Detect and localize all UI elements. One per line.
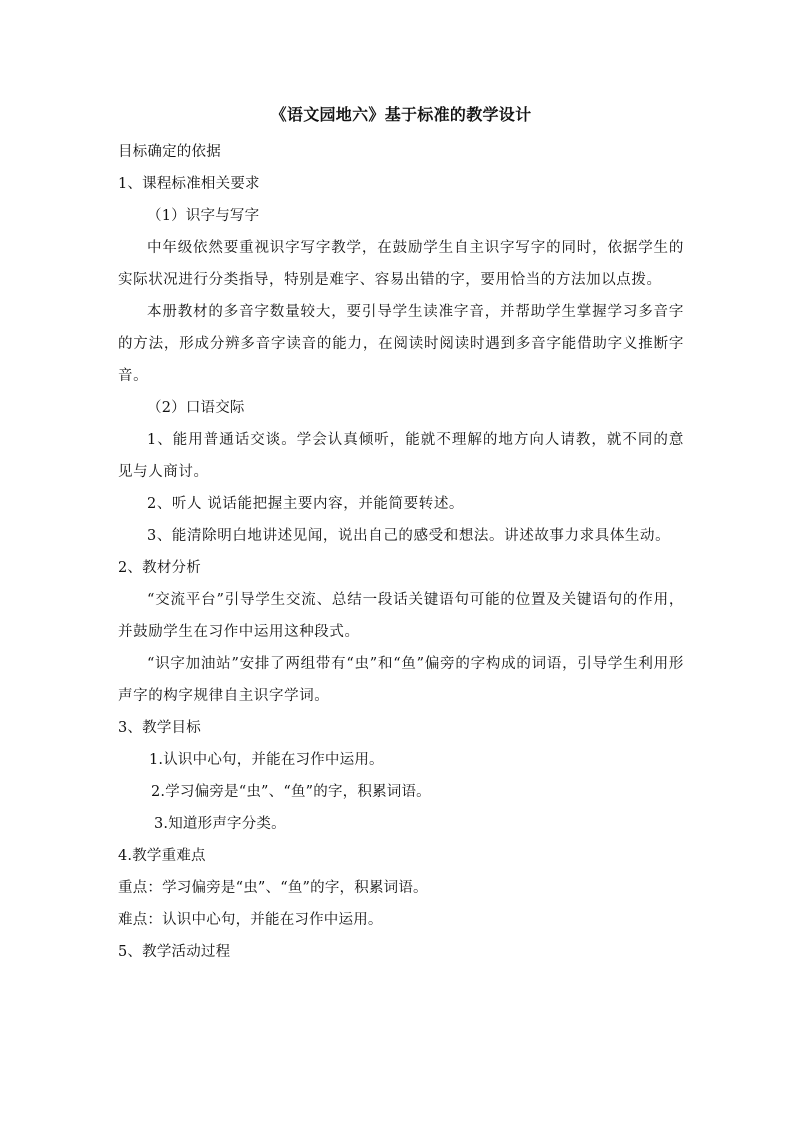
teaching-goal-1: 1.认识中心句，并能在习作中运用。: [149, 752, 384, 768]
section-2-heading: 2、教材分析: [118, 560, 201, 576]
oral-item-3: 3、能清除明白地讲述见闻，说出自己的感受和想法。讲述故事力求具体生动。: [147, 528, 671, 544]
oral-item-2: 2、听人 说话能把握主要内容，并能简要转述。: [147, 496, 465, 512]
material-paragraph-1: “交流平台”引导学生交流、总结一段话关键语句可能的位置及关键语句的作用，并鼓励学生在习作中运用这种段式。: [118, 592, 684, 640]
difficult-point: 难点：认识中心句，并能在习作中运用。: [118, 912, 383, 928]
literacy-paragraph-1: 中年级依然要重视识字写字教学，在鼓励学生自主识字写字的同时，依据学生的实际状况进行分类指导，特别是难字、容易出错的字，要用恰当的方法加以点拨。: [118, 240, 684, 288]
key-point: 重点：学习偏旁是“虫”、“鱼”的字，积累词语。: [118, 880, 428, 896]
subsection-oral-heading: （2）口语交际: [147, 400, 245, 416]
material-paragraph-2: “识字加油站”安排了两组带有“虫”和“鱼”偏旁的字构成的词语，引导学生利用形声字的构字规律自主识字学词。: [118, 656, 684, 704]
document-title: 《语文园地六》基于标准的教学设计: [270, 105, 532, 124]
section-1-heading: 1、课程标准相关要求: [118, 176, 260, 192]
subsection-literacy-heading: （1）识字与写字: [147, 208, 260, 224]
section-4-heading: 4.教学重难点: [118, 848, 206, 864]
teaching-goal-2: 2.学习偏旁是“虫”、“鱼”的字，积累词语。: [151, 784, 431, 800]
oral-item-1: 1、能用普通话交谈。学会认真倾听，能就不理解的地方向人请教，就不同的意见与人商讨。: [118, 432, 684, 480]
basis-heading: 目标确定的依据: [118, 144, 221, 160]
section-5-heading: 5、教学活动过程: [118, 944, 231, 960]
literacy-paragraph-2: 本册教材的多音字数量较大，要引导学生读准字音，并帮助学生掌握学习多音字的方法，形成分辨多音字读音的能力，在阅读时阅读时遇到多音字能借助字义推断字音。: [118, 304, 684, 384]
teaching-goal-3: 3.知道形声字分类。: [154, 816, 286, 832]
section-3-heading: 3、教学目标: [118, 720, 201, 736]
